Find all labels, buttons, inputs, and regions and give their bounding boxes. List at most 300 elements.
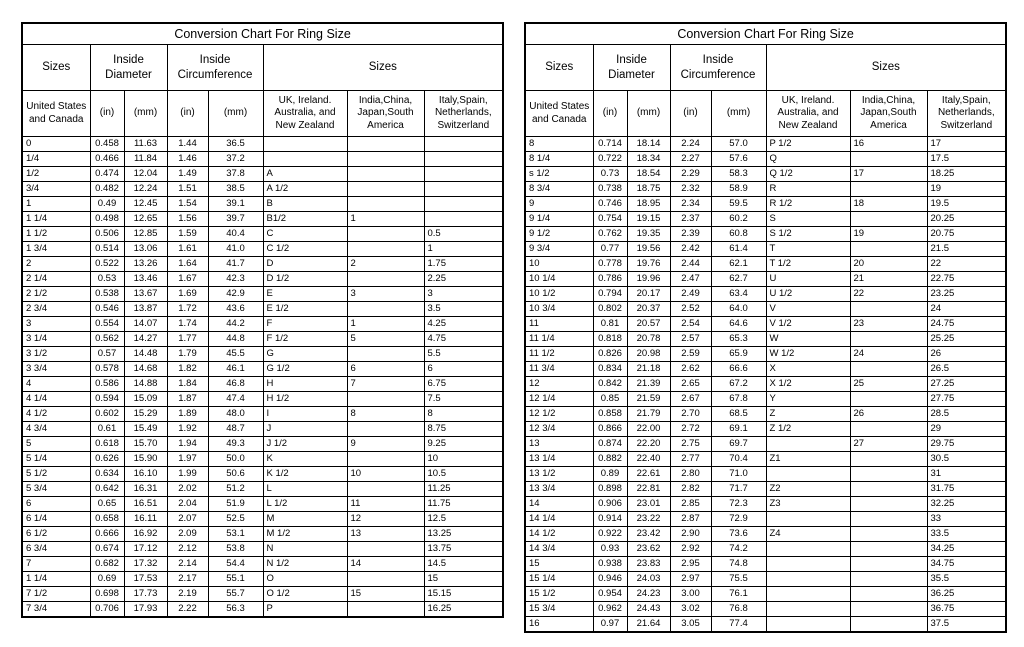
table-cell: 14.48 <box>124 347 167 362</box>
table-cell: 18 <box>850 197 927 212</box>
table-cell: 19 <box>850 227 927 242</box>
table-row <box>525 437 1006 452</box>
table-cell: 1.61 <box>167 242 208 257</box>
table-cell: 15 <box>424 572 503 587</box>
header-uk-ireland: UK, Ireland. Australia, and New Zealand <box>263 91 347 137</box>
table-cell: 1.99 <box>167 467 208 482</box>
table-cell: 0.77 <box>593 242 627 257</box>
table-row <box>525 422 1006 437</box>
table-cell: 0.634 <box>90 467 124 482</box>
table-cell: 23 <box>850 317 927 332</box>
table-cell: 4 <box>22 377 90 392</box>
table-cell: 72.3 <box>711 497 766 512</box>
table-cell: 2 1/2 <box>22 287 90 302</box>
table-cell <box>347 242 424 257</box>
table-cell: 0.506 <box>90 227 124 242</box>
header-sizes: Sizes <box>525 45 593 91</box>
table-cell: 58.3 <box>711 167 766 182</box>
table-cell: 2.77 <box>670 452 711 467</box>
table-cell: 13.87 <box>124 302 167 317</box>
table-cell: 23.25 <box>927 287 1006 302</box>
table-cell: 13.46 <box>124 272 167 287</box>
table-cell: 1.54 <box>167 197 208 212</box>
table-cell: 15.09 <box>124 392 167 407</box>
table-cell: 2.14 <box>167 557 208 572</box>
table-row <box>525 512 1006 527</box>
table-cell: 5 <box>22 437 90 452</box>
table-row <box>22 287 503 302</box>
header-group-row <box>22 45 503 91</box>
table-cell <box>347 422 424 437</box>
table-cell: 12.24 <box>124 182 167 197</box>
table-cell: 20.37 <box>627 302 670 317</box>
table-cell: 0.65 <box>90 497 124 512</box>
table-cell: 8 3/4 <box>525 182 593 197</box>
table-row <box>22 152 503 167</box>
table-cell: 18.75 <box>627 182 670 197</box>
table-cell: D 1/2 <box>263 272 347 287</box>
table-cell: 1.97 <box>167 452 208 467</box>
table-cell <box>766 542 850 557</box>
table-cell: N 1/2 <box>263 557 347 572</box>
table-cell: 37.2 <box>208 152 263 167</box>
table-body-right <box>525 137 1006 633</box>
table-row <box>22 602 503 618</box>
table-row <box>22 362 503 377</box>
table-cell: 40.4 <box>208 227 263 242</box>
table-cell: 19.56 <box>627 242 670 257</box>
table-row <box>525 467 1006 482</box>
table-cell: 12.45 <box>124 197 167 212</box>
table-cell <box>424 167 503 182</box>
table-cell: 0.57 <box>90 347 124 362</box>
table-cell: 1 <box>22 197 90 212</box>
table-cell: 0.762 <box>593 227 627 242</box>
table-row <box>22 377 503 392</box>
table-cell: 0.922 <box>593 527 627 542</box>
table-cell: 14 3/4 <box>525 542 593 557</box>
table-cell: 17.53 <box>124 572 167 587</box>
table-cell: 21.18 <box>627 362 670 377</box>
table-cell: 20.25 <box>927 212 1006 227</box>
table-cell: 16.11 <box>124 512 167 527</box>
table-cell: M 1/2 <box>263 527 347 542</box>
table-row <box>525 392 1006 407</box>
table-cell: 46.8 <box>208 377 263 392</box>
table-cell: 2.95 <box>670 557 711 572</box>
table-cell: 0.538 <box>90 287 124 302</box>
table-cell: 32.25 <box>927 497 1006 512</box>
table-cell: 2.42 <box>670 242 711 257</box>
table-row <box>22 392 503 407</box>
table-cell: 34.75 <box>927 557 1006 572</box>
header-diameter-mm: (mm) <box>124 91 167 137</box>
table-cell: 24 <box>850 347 927 362</box>
table-cell: 0.586 <box>90 377 124 392</box>
table-cell: 0.562 <box>90 332 124 347</box>
table-cell: 17.12 <box>124 542 167 557</box>
table-row <box>525 602 1006 617</box>
table-cell <box>850 587 927 602</box>
table-cell: 2.44 <box>670 257 711 272</box>
table-cell: 8 1/4 <box>525 152 593 167</box>
table-cell <box>766 602 850 617</box>
table-cell: 12 <box>525 377 593 392</box>
table-cell: Y <box>766 392 850 407</box>
table-cell: 8 <box>347 407 424 422</box>
table-cell: 67.8 <box>711 392 766 407</box>
header-uk-ireland: UK, Ireland. Australia, and New Zealand <box>766 91 850 137</box>
table-row <box>22 347 503 362</box>
table-cell <box>850 452 927 467</box>
table-cell: 0.81 <box>593 317 627 332</box>
table-cell: G <box>263 347 347 362</box>
table-cell: 0.706 <box>90 602 124 618</box>
table-cell: 14 1/4 <box>525 512 593 527</box>
table-cell: 2.67 <box>670 392 711 407</box>
table-cell: 11 <box>525 317 593 332</box>
table-cell <box>850 497 927 512</box>
table-cell: R <box>766 182 850 197</box>
table-cell: 71.0 <box>711 467 766 482</box>
table-cell: 22 <box>850 287 927 302</box>
table-cell: 0.546 <box>90 302 124 317</box>
table-cell: 22.61 <box>627 467 670 482</box>
table-cell: 0.946 <box>593 572 627 587</box>
table-cell: 7 1/2 <box>22 587 90 602</box>
table-cell <box>850 302 927 317</box>
table-cell: 60.8 <box>711 227 766 242</box>
table-cell: E <box>263 287 347 302</box>
table-cell: 13 <box>525 437 593 452</box>
table-cell: 9 <box>347 437 424 452</box>
table-cell: 1.67 <box>167 272 208 287</box>
table-cell: 7 <box>347 377 424 392</box>
table-cell: 2.82 <box>670 482 711 497</box>
table-cell <box>850 467 927 482</box>
header-circumference-in: (in) <box>670 91 711 137</box>
table-cell: 0.73 <box>593 167 627 182</box>
table-cell: U <box>766 272 850 287</box>
table-cell <box>850 617 927 633</box>
table-cell: 21.64 <box>627 617 670 633</box>
table-cell: 12 1/4 <box>525 392 593 407</box>
header-india-china: India,China, Japan,South America <box>347 91 424 137</box>
table-cell: 3 <box>347 287 424 302</box>
table-row <box>22 407 503 422</box>
table-cell: 7 3/4 <box>22 602 90 618</box>
table-cell: 10 <box>347 467 424 482</box>
table-cell: F <box>263 317 347 332</box>
table-cell <box>850 332 927 347</box>
table-cell <box>347 152 424 167</box>
table-row <box>525 542 1006 557</box>
table-cell <box>766 617 850 633</box>
table-cell: 2 <box>22 257 90 272</box>
table-cell: 6 3/4 <box>22 542 90 557</box>
table-cell: 39.1 <box>208 197 263 212</box>
table-cell: X 1/2 <box>766 377 850 392</box>
table-row <box>525 377 1006 392</box>
table-cell: 12 3/4 <box>525 422 593 437</box>
table-cell: 0.53 <box>90 272 124 287</box>
table-cell: C 1/2 <box>263 242 347 257</box>
table-cell <box>850 212 927 227</box>
table-cell: 6 <box>424 362 503 377</box>
table-cell: 1 <box>424 242 503 257</box>
table-cell: 1.56 <box>167 212 208 227</box>
table-cell: 44.8 <box>208 332 263 347</box>
table-cell: B <box>263 197 347 212</box>
table-cell: 27 <box>850 437 927 452</box>
table-row <box>22 587 503 602</box>
table-cell: 0.714 <box>593 137 627 152</box>
table-cell: 2.75 <box>670 437 711 452</box>
table-cell: 10.5 <box>424 467 503 482</box>
table-row <box>22 197 503 212</box>
table-cell: 0 <box>22 137 90 152</box>
table-cell <box>850 362 927 377</box>
table-cell <box>766 437 850 452</box>
table-cell: 8 <box>424 407 503 422</box>
table-cell: Z1 <box>766 452 850 467</box>
table-cell: 0.474 <box>90 167 124 182</box>
table-cell: 14.07 <box>124 317 167 332</box>
table-cell: 0.594 <box>90 392 124 407</box>
table-cell: 63.4 <box>711 287 766 302</box>
table-cell: 0.578 <box>90 362 124 377</box>
table-cell: 61.4 <box>711 242 766 257</box>
table-cell: O 1/2 <box>263 587 347 602</box>
table-cell: 19.15 <box>627 212 670 227</box>
table-cell: 42.9 <box>208 287 263 302</box>
table-cell: 20 <box>850 257 927 272</box>
table-row <box>22 332 503 347</box>
table-cell: 1.46 <box>167 152 208 167</box>
table-cell: 24.03 <box>627 572 670 587</box>
table-cell: 15 1/2 <box>525 587 593 602</box>
table-cell: 22.75 <box>927 272 1006 287</box>
table-cell: 37.5 <box>927 617 1006 633</box>
table-cell: 1.64 <box>167 257 208 272</box>
table-cell: W <box>766 332 850 347</box>
table-cell: 0.522 <box>90 257 124 272</box>
table-cell: 11 <box>347 497 424 512</box>
ring-size-chart-right <box>524 22 1007 633</box>
table-cell: 2.90 <box>670 527 711 542</box>
table-cell: P <box>263 602 347 618</box>
table-cell: 1 1/4 <box>22 572 90 587</box>
table-cell: 0.498 <box>90 212 124 227</box>
table-cell <box>347 542 424 557</box>
table-cell <box>347 572 424 587</box>
table-cell <box>263 152 347 167</box>
table-cell: 2.39 <box>670 227 711 242</box>
header-diameter-mm: (mm) <box>627 91 670 137</box>
table-cell: 3.00 <box>670 587 711 602</box>
table-cell: 29 <box>927 422 1006 437</box>
table-cell: A 1/2 <box>263 182 347 197</box>
table-cell <box>850 152 927 167</box>
table-cell: 2.72 <box>670 422 711 437</box>
table-cell: 37.8 <box>208 167 263 182</box>
table-cell <box>424 197 503 212</box>
table-cell: 0.898 <box>593 482 627 497</box>
table-cell: 0.626 <box>90 452 124 467</box>
table-row <box>525 482 1006 497</box>
table-cell: 0.874 <box>593 437 627 452</box>
table-cell: 0.5 <box>424 227 503 242</box>
table-cell: 2.02 <box>167 482 208 497</box>
table-cell: 65.9 <box>711 347 766 362</box>
table-cell: 2.49 <box>670 287 711 302</box>
table-cell: 20.75 <box>927 227 1006 242</box>
table-cell: W 1/2 <box>766 347 850 362</box>
table-cell: 15 <box>525 557 593 572</box>
table-cell: 13 1/4 <box>525 452 593 467</box>
table-cell: 0.514 <box>90 242 124 257</box>
table-cell: Z3 <box>766 497 850 512</box>
table-cell: 29.75 <box>927 437 1006 452</box>
table-cell: C <box>263 227 347 242</box>
table-cell: 1 <box>347 212 424 227</box>
table-cell: B1/2 <box>263 212 347 227</box>
table-cell: 14 <box>525 497 593 512</box>
table-cell <box>424 212 503 227</box>
table-row <box>22 527 503 542</box>
table-cell: 2.25 <box>424 272 503 287</box>
table-cell: 16.51 <box>124 497 167 512</box>
table-cell <box>850 527 927 542</box>
table-cell: 52.5 <box>208 512 263 527</box>
table-cell: 2.54 <box>670 317 711 332</box>
table-cell: 13 3/4 <box>525 482 593 497</box>
table-cell: 11 3/4 <box>525 362 593 377</box>
table-body-left <box>22 137 503 618</box>
table-cell: 0.754 <box>593 212 627 227</box>
table-cell: 1.49 <box>167 167 208 182</box>
table-row <box>525 527 1006 542</box>
table-cell: 2.59 <box>670 347 711 362</box>
table-cell: 12.65 <box>124 212 167 227</box>
table-row <box>22 167 503 182</box>
table-cell: H <box>263 377 347 392</box>
table-cell: 0.49 <box>90 197 124 212</box>
table-row <box>22 512 503 527</box>
table-row <box>22 242 503 257</box>
table-cell: s 1/2 <box>525 167 593 182</box>
table-cell: 15.90 <box>124 452 167 467</box>
table-cell: 0.826 <box>593 347 627 362</box>
table-cell: 26 <box>850 407 927 422</box>
table-cell: 18.34 <box>627 152 670 167</box>
table-cell: 20.98 <box>627 347 670 362</box>
table-cell: 0.666 <box>90 527 124 542</box>
header-us-canada: United States and Canada <box>22 91 90 137</box>
table-cell <box>766 587 850 602</box>
table-cell: 15 <box>347 587 424 602</box>
table-cell <box>424 137 503 152</box>
table-cell: 3/4 <box>22 182 90 197</box>
table-cell: 0.914 <box>593 512 627 527</box>
table-cell: 26.5 <box>927 362 1006 377</box>
table-cell: K 1/2 <box>263 467 347 482</box>
header-circumference-mm: (mm) <box>711 91 766 137</box>
table-cell: 68.5 <box>711 407 766 422</box>
table-cell: 74.8 <box>711 557 766 572</box>
table-cell <box>347 482 424 497</box>
table-cell: 76.8 <box>711 602 766 617</box>
table-cell: 0.938 <box>593 557 627 572</box>
header-inside-circumference: Inside Circumference <box>167 45 263 91</box>
table-cell: 4 3/4 <box>22 422 90 437</box>
table-cell: 69.1 <box>711 422 766 437</box>
table-cell: 11.75 <box>424 497 503 512</box>
table-cell: 16.92 <box>124 527 167 542</box>
table-cell: L 1/2 <box>263 497 347 512</box>
table-row <box>22 422 503 437</box>
table-row <box>22 557 503 572</box>
table-cell: 21.39 <box>627 377 670 392</box>
table-cell: 33.5 <box>927 527 1006 542</box>
table-cell: 13.26 <box>124 257 167 272</box>
table-cell: 2.12 <box>167 542 208 557</box>
table-cell: 3 <box>22 317 90 332</box>
table-cell: 11.25 <box>424 482 503 497</box>
table-cell: 16 <box>850 137 927 152</box>
table-row <box>525 227 1006 242</box>
table-cell: 22.40 <box>627 452 670 467</box>
table-cell: 48.0 <box>208 407 263 422</box>
table-cell: U 1/2 <box>766 287 850 302</box>
table-cell: 0.85 <box>593 392 627 407</box>
table-cell: 14.88 <box>124 377 167 392</box>
table-cell: 25.25 <box>927 332 1006 347</box>
table-cell <box>766 572 850 587</box>
table-cell: 67.2 <box>711 377 766 392</box>
table-cell: 3.05 <box>670 617 711 633</box>
table-cell <box>766 512 850 527</box>
table-cell <box>850 392 927 407</box>
table-cell: 17.5 <box>927 152 1006 167</box>
table-row <box>525 452 1006 467</box>
table-cell <box>424 182 503 197</box>
header-circumference-mm: (mm) <box>208 91 263 137</box>
table-cell: S <box>766 212 850 227</box>
table-cell <box>263 137 347 152</box>
table-row <box>525 257 1006 272</box>
table-cell: 13.67 <box>124 287 167 302</box>
header-sizes-international: Sizes <box>263 45 503 91</box>
table-cell <box>850 512 927 527</box>
table-cell: 14 1/2 <box>525 527 593 542</box>
table-cell <box>850 482 927 497</box>
table-cell: 7 <box>22 557 90 572</box>
table-cell: 17.73 <box>124 587 167 602</box>
table-cell: 50.6 <box>208 467 263 482</box>
table-cell: 10 1/2 <box>525 287 593 302</box>
table-cell: 18.95 <box>627 197 670 212</box>
table-cell: 2.22 <box>167 602 208 618</box>
table-row <box>525 242 1006 257</box>
table-cell: 0.962 <box>593 602 627 617</box>
table-cell: 2.70 <box>670 407 711 422</box>
table-cell: 2.04 <box>167 497 208 512</box>
table-cell: 19.76 <box>627 257 670 272</box>
table-row <box>525 587 1006 602</box>
table-row <box>22 227 503 242</box>
table-cell: 23.22 <box>627 512 670 527</box>
